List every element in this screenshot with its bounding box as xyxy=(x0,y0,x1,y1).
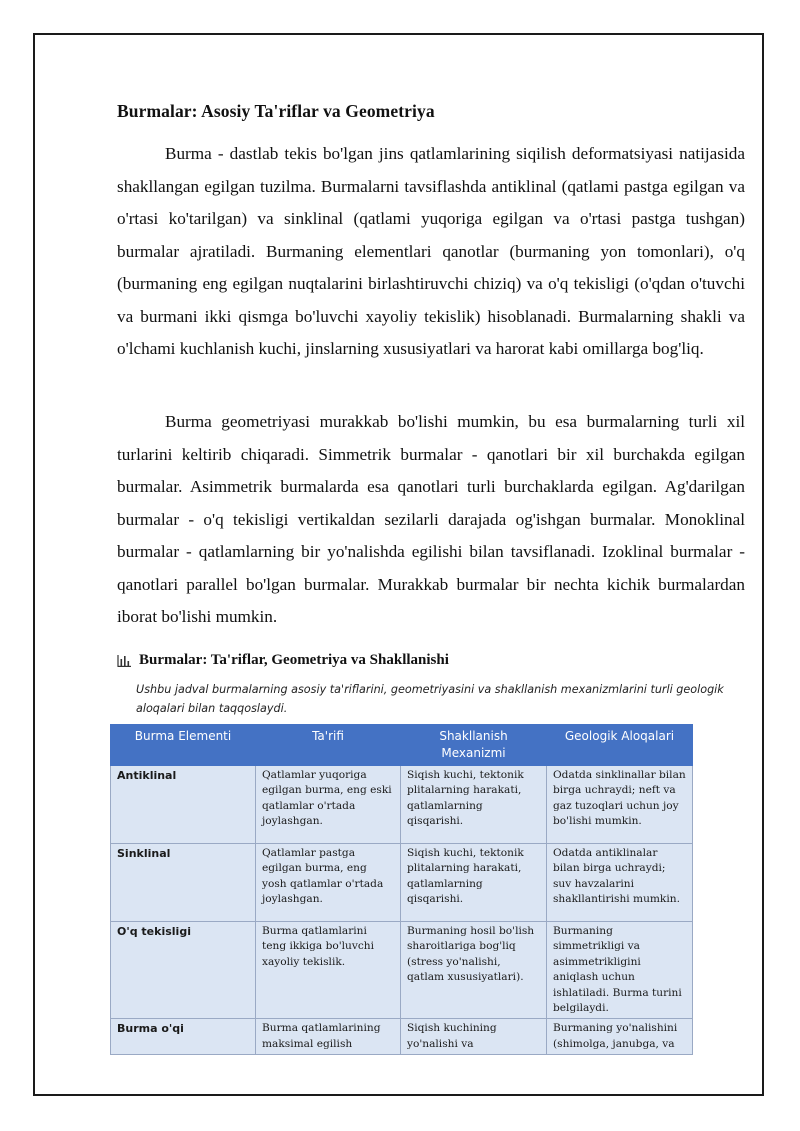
table-header-row xyxy=(111,725,693,766)
table-cell: Burmaning simmetrikligi va asimmetrikligini aniqlash uchun ishlatiladi. Burma turini belgilaydi. xyxy=(547,922,693,1019)
page xyxy=(33,33,764,1096)
paragraph-2: Burma geometriyasi murakkab bo'lishi mumkin, bu esa burmalarning turli xil turlarini keltirib chiqaradi. Simmetrik burmalar - qanotlari bir xil burchakda egilgan burmalar. Asimmetrik burmalarda esa qanotlari turli burchaklarda egilgan. Ag'darilgan burmalar - o'q tekisligi vertikaldan sezilarli darajada og'ishgan burmalar. Monoklinal burmalar - qatlamlarning bir yo'nalishda egilishi bilan tavsiflanadi. Izoklinal burmalar - qanotlari parallel bo'lgan burmalar. Murakkab burmalar bir nechta kichik burmalardan iborat bo'lishi mumkin. xyxy=(117,412,745,626)
bar-chart-icon xyxy=(117,655,131,667)
column-header-element: Burma Elementi xyxy=(111,725,256,766)
table-row xyxy=(111,922,693,1019)
column-header-relations: Geologik Aloqalari xyxy=(547,725,693,766)
column-header-mechanism: Shakllanish Mexanizmi xyxy=(401,725,547,766)
table-cell: Siqish kuchining yo'nalishi va xyxy=(401,1019,547,1055)
table-cell: Burmaning yo'nalishini (shimolga, janubga, va xyxy=(547,1019,693,1055)
table-cell: O'q tekisligi xyxy=(111,922,256,1019)
paragraph-1: Burma - dastlab tekis bo'lgan jins qatlamlarining siqilish deformatsiyasi natijasida shakllangan egilgan tuzilma. Burmalarni tavsiflashda antiklinal (qatlami pastga egilgan va o'rtasi ko'tarilgan) va sinklinal (qatlami yuqoriga egilgan va o'rtasi pastga tushgan) burmalar ajratiladi. Burmaning elementlari qanotlar (burmaning yon tomonlari), o'q (burmaning eng egilgan nuqtalarini birlashtiruvchi chiziq) va o'q tekisligi (o'qdan o'tuvchi va burmani ikki qismga bo'luvchi xayoliy tekislik) hisoblanadi. Burmalarning shakli va o'lchami kuchlanish kuchi, jinslarning xususiyatlari va harorat kabi omillarga bog'liq. xyxy=(117,144,745,358)
table-cell: Odatda sinklinallar bilan birga uchraydi; neft va gaz tuzoqlari uchun joy bo'lishi mumkin. xyxy=(547,766,693,844)
table-cell: Qatlamlar pastga egilgan burma, eng yosh qatlamlar o'rtada joylashgan. xyxy=(256,844,401,922)
column-header-definition: Ta'rifi xyxy=(256,725,401,766)
comparison-table-wrapper xyxy=(110,724,692,1055)
table-row xyxy=(111,1019,693,1055)
table-cell: Burma qatlamlarining maksimal egilish xyxy=(256,1019,401,1055)
table-cell: Burma o'qi xyxy=(111,1019,256,1055)
table-cell: Siqish kuchi, tektonik plitalarning harakati, qatlamlarning qisqarishi. xyxy=(401,766,547,844)
table-heading-text: Burmalar: Ta'riflar, Geometriya va Shakllanishi xyxy=(139,652,449,668)
table-cell: Burma qatlamlarini teng ikkiga bo'luvchi xayoliy tekislik. xyxy=(256,922,401,1019)
table-caption: Ushbu jadval burmalarning asosiy ta'riflarini, geometriyasini va shakllanish mexanizmlarini turli geologik aloqalari bilan taqqoslaydi. xyxy=(136,683,724,715)
document-title: Burmalar: Asosiy Ta'riflar va Geometriya xyxy=(117,101,435,121)
table-cell: Odatda antiklinalar bilan birga uchraydi; suv havzalarini shakllantirishi mumkin. xyxy=(547,844,693,922)
table-cell: Antiklinal xyxy=(111,766,256,844)
table-cell: Qatlamlar yuqoriga egilgan burma, eng eski qatlamlar o'rtada joylashgan. xyxy=(256,766,401,844)
table-row xyxy=(111,766,693,844)
table-cell: Burmaning hosil bo'lish sharoitlariga bog'liq (stress yo'nalishi, qatlam xususiyatlari). xyxy=(401,922,547,1019)
table-heading xyxy=(117,652,449,669)
table-row xyxy=(111,844,693,922)
comparison-table xyxy=(110,724,693,1055)
table-cell: Sinklinal xyxy=(111,844,256,922)
table-cell: Siqish kuchi, tektonik plitalarning harakati, qatlamlarning qisqarishi. xyxy=(401,844,547,922)
